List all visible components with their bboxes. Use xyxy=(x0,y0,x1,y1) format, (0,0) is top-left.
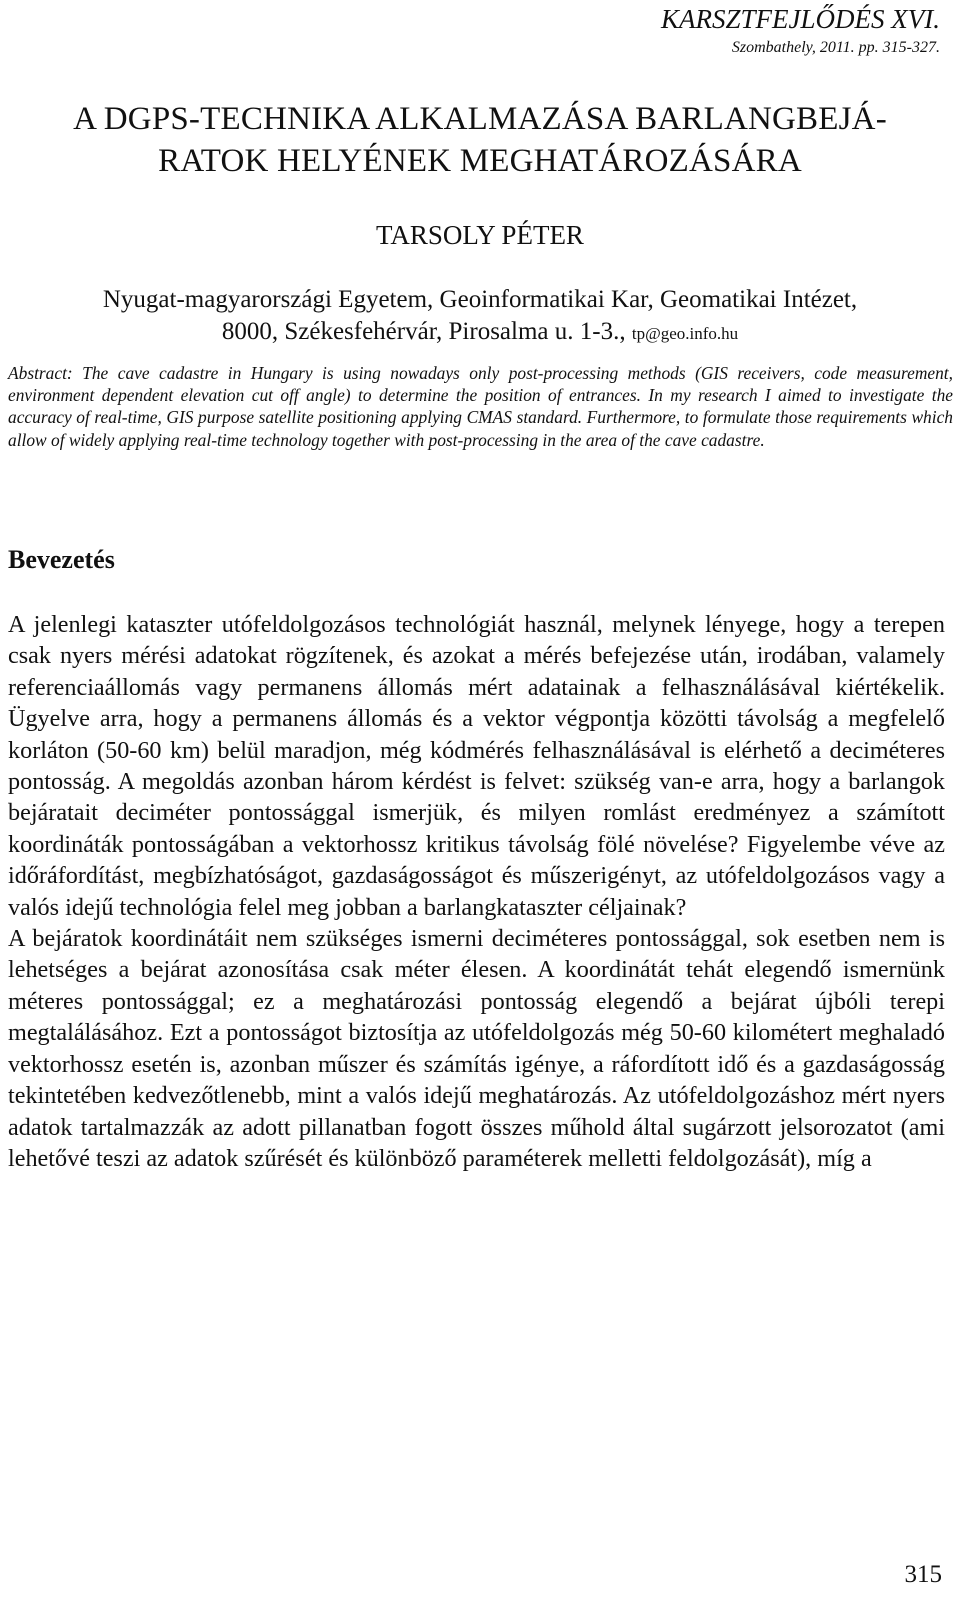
series-title: KARSZTFEJLŐDÉS XVI. xyxy=(661,4,940,34)
author-name: TARSOLY PÉTER xyxy=(376,220,584,250)
author-affiliation xyxy=(0,284,960,350)
paper-title-line-1: A DGPS-TECHNIKA ALKALMAZÁSA BARLANGBEJÁ- xyxy=(73,101,887,137)
abstract: Abstract: The cave cadastre in Hungary is using nowadays only post-processing methods (GIS receivers, code measurement, environment dependent elevation cut off angle) to determine the position of entrances. In my research I aimed to investigate the accuracy of real-time, GIS purpose satellite positioning applying CMAS standard. Furthermore, to formulate those requirements which allow of widely applying real-time technology together with post-processing in the area of the cave cadastre. xyxy=(8,363,953,450)
author-email: tp@geo.info.hu xyxy=(631,324,739,343)
series-subtitle: Szombathely, 2011. pp. 315-327. xyxy=(731,39,940,56)
affiliation-address: 8000, Székesfehérvár, Pirosalma u. 1-3., xyxy=(221,318,632,345)
paragraph-1: A jelenlegi kataszter utófeldolgozásos technológiát használ, melynek lényege, hogy a terepen csak nyers mérési adatokat rögzítenek, és azokat a mérés befejezése után, irodában, valamely referenciaállomás vagy permanens állomás mért adatainak a felhasználásával kiértékelik. Ügyelve arra, hogy a permanens állomás és a vektor végpontja közötti távolság a megfelelő korláton (50-60 km) belül maradjon, még kódmérés felhasználásával is elérhető a deciméteres pontosság. A megoldás azonban három kérdést is felvet: szükség van-e arra, hogy a barlangok bejáratait deciméter pontossággal ismerjük, és milyen romlást eredményez a számított koordináták pontosságában a vektorhossz kritikus távolság fölé növelése? Figyelembe véve az időráfordítást, megbízhatóságot, gazdaságosságot és műszerigényt, az utófeldolgozásos vagy a valós idejű technológia felel meg jobban a barlangkataszter céljainak? xyxy=(8,611,945,921)
body-text xyxy=(8,609,945,1174)
running-header xyxy=(661,0,940,58)
section-heading: Bevezetés xyxy=(8,545,115,574)
page-number: 315 xyxy=(904,1561,942,1588)
paragraph-2: A bejáratok koordinátáit nem szükséges ismerni deciméteres pontossággal, sok esetben nem is lehetséges a bejárat azonosítása csak méter élesen. A koordinátát tehát elegendő ismernünk méteres pontossággal; ez a meghatározási pontosság elegendő a bejárat újbóli terepi megtalálásához. Ezt a pontosságot biztosítja az utófeldolgozás még 50-60 kilométert meghaladó vektorhossz esetén is, azonban műszer és számítás igénye, a ráfordított idő és a gazdaságosság tekintetében kedvezőtlenebb, mint a valós idejű meghatározás. Az utófeldolgozáshoz mért nyers adatok tartalmazzák az adott pillanatban fogott összes műhold által sugárzott jelsorozatot (ami lehetővé teszi az adatok szűrését és különböző paraméterek melletti feldolgozását), míg a xyxy=(8,925,945,1172)
paper-title-line-2: RATOK HELYÉNEK MEGHATÁROZÁSÁRA xyxy=(158,143,802,179)
affiliation-line-1: Nyugat-magyarországi Egyetem, Geoinformatikai Kar, Geomatikai Intézet, xyxy=(102,286,858,313)
affiliation-line-2 xyxy=(0,316,960,350)
paper-title xyxy=(0,98,960,182)
